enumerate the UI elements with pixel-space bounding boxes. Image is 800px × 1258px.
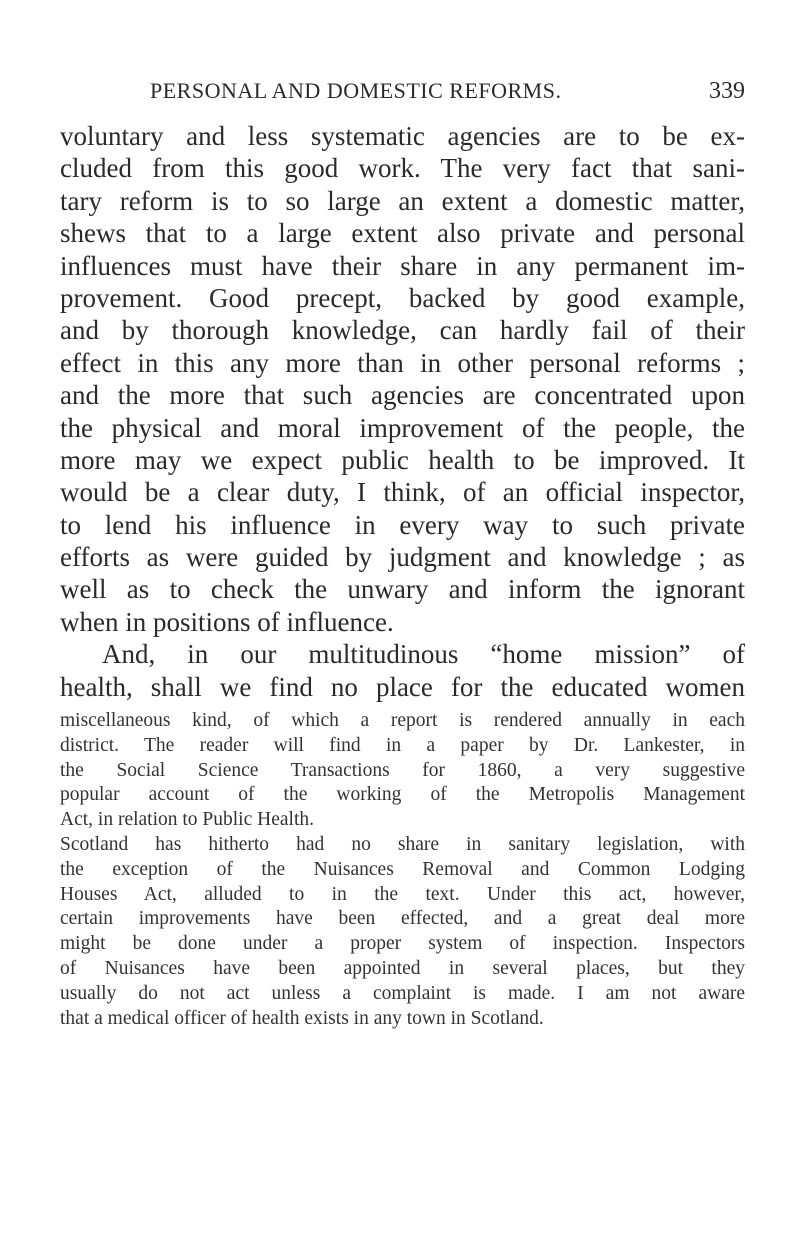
text-line: tary reform is to so large an extent a domestic matter, (60, 185, 745, 216)
text-line: more may we expect public health to be improved. It (60, 444, 745, 475)
note-line: Houses Act, alluded to in the text. Under this act, however, (60, 883, 745, 905)
text-line: shews that to a large extent also private and personal (60, 218, 745, 249)
text-line: voluntary and less systematic agencies are to be ex- (60, 121, 745, 151)
text-line: to lend his influence in every way to such private (60, 509, 745, 540)
text-line: would be a clear duty, I think, of an official inspector, (60, 477, 745, 508)
text-line: efforts as were guided by judgment and knowledge ; as (60, 542, 745, 573)
text-line: effect in this any more than in other personal reforms ; (60, 347, 745, 378)
note-line: district. The reader will find in a paper by Dr. Lankester, in (60, 734, 745, 756)
text-line: well as to check the unwary and inform the ignorant (60, 574, 745, 605)
text-line: when in positions of influence. (60, 606, 394, 637)
note-line: certain improvements have been effected, and a great deal more (60, 908, 745, 930)
text-line: health, shall we find no place for the educated women (60, 671, 745, 702)
note-line: Scotland has hitherto had no share in sanitary legislation, with (60, 833, 745, 855)
note-line: might be done under a proper system of inspection. Inspectors (60, 933, 745, 955)
text-line: influences must have their share in any permanent im- (60, 250, 745, 281)
page-header (60, 78, 745, 118)
text-line: cluded from this good work. The very fact that sani- (60, 153, 745, 184)
text-line: and by thorough knowledge, can hardly fail of their (60, 315, 745, 346)
running-title: PERSONAL AND DOMESTIC REFORMS. (150, 78, 562, 103)
note-line: the exception of the Nuisances Removal and Common Lodging (60, 858, 745, 880)
page-number: 339 (709, 78, 745, 104)
text-line: And, in our multitudinous “home mission” of (102, 639, 745, 670)
main-text (60, 120, 745, 703)
note-line: popular account of the working of the Metropolis Management (60, 784, 745, 806)
text-line: the physical and moral improvement of the people, the (60, 412, 745, 443)
note-line: that a medical officer of health exists in any town in Scotland. (60, 1007, 544, 1029)
text-line: and the more that such agencies are concentrated upon (60, 380, 745, 411)
note-line: usually do not act unless a complaint is made. I am not aware (60, 982, 745, 1004)
note-line: the Social Science Transactions for 1860, a very suggestive (60, 759, 745, 781)
text-line: provement. Good precept, backed by good example, (60, 282, 745, 313)
note-line: miscellaneous kind, of which a report is rendered annually in each (60, 710, 745, 731)
note-line: of Nuisances have been appointed in several places, but they (60, 957, 745, 979)
note-line: Act, in relation to Public Health. (60, 809, 314, 831)
footnote-text (60, 709, 745, 1031)
